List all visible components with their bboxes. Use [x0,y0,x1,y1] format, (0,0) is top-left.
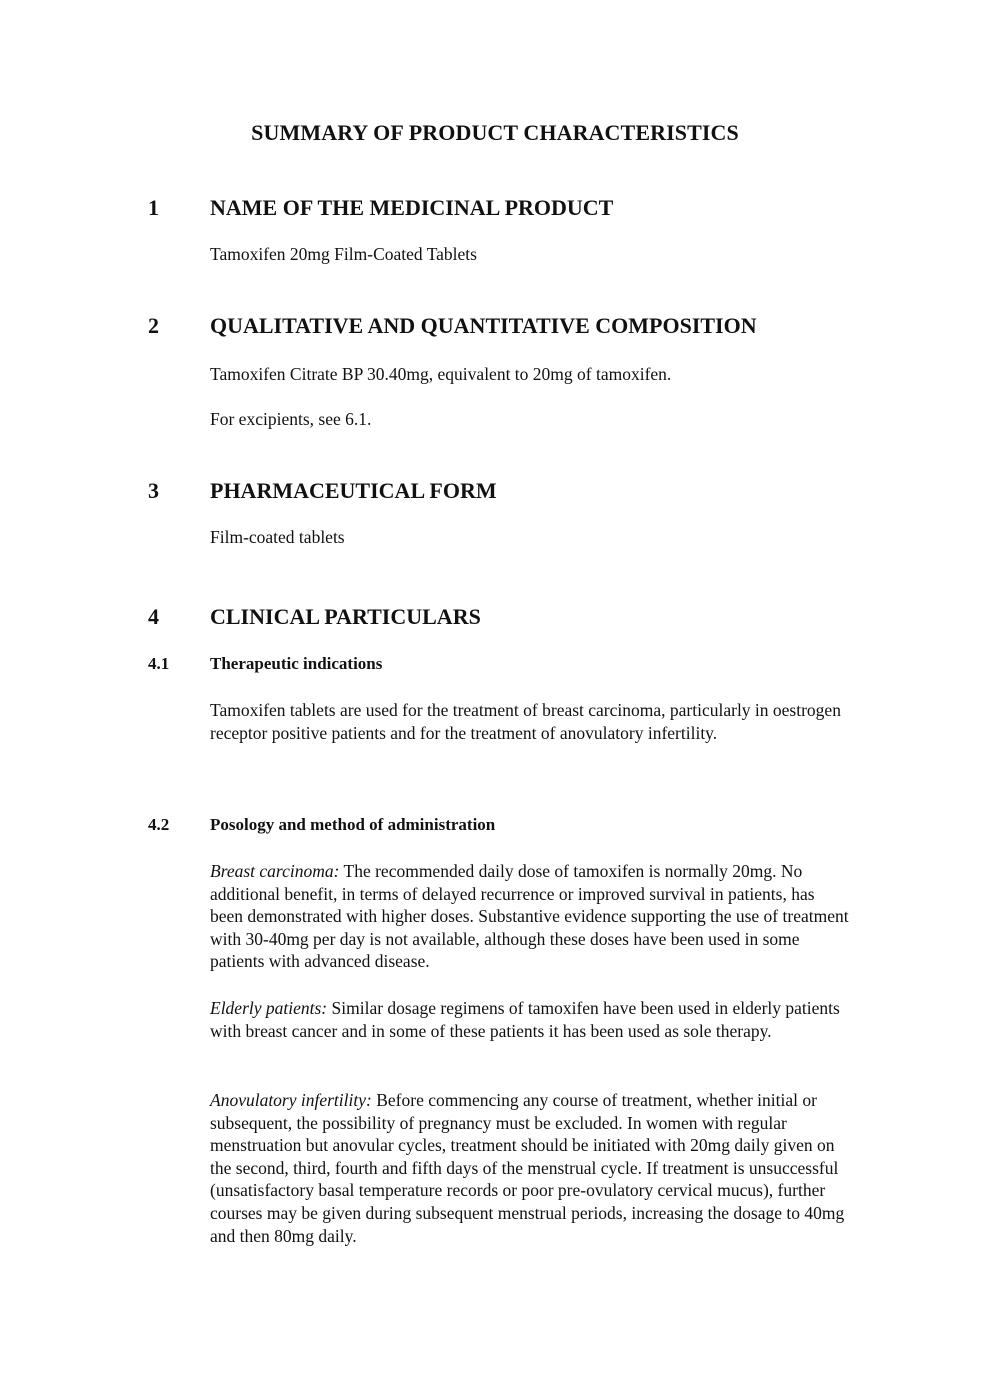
section-3-title: PHARMACEUTICAL FORM [210,478,497,503]
section-1-title: NAME OF THE MEDICINAL PRODUCT [210,195,614,220]
section-2-title: QUALITATIVE AND QUANTITATIVE COMPOSITION [210,313,757,338]
section-1-number: 1 [148,195,159,220]
subsection-4-1-title: Therapeutic indications [210,654,383,673]
posology-paragraph-breast-carcinoma [210,860,850,973]
subsection-4-1-text: Tamoxifen tablets are used for the treatment of breast carcinoma, particularly in oestrogen receptor positive patients and for the treatment of anovulatory infertility. [210,700,841,743]
anovulatory-infertility-text: Before commencing any course of treatment, whether initial or subsequent, the possibility of pregnancy must be excluded. In women with regular menstruation but anovular cycles, treatment should be initiated with 20mg daily given on the second, third, fourth and fifth days of the menstrual cycle. If treatment is unsuccessful (unsatisfactory basal temperature records or poor pre-ovulatory cervical mucus), further courses may be given during subsequent menstrual periods, increasing the dosage to 40mg and then 80mg daily. [210,1090,845,1246]
elderly-patients-label: Elderly patients: [210,998,328,1018]
section-3-number: 3 [148,478,159,503]
elderly-patients-text: Similar dosage regimens of tamoxifen have been used in elderly patients with breast cancer and in some of these patients it has been used as sole therapy. [210,998,840,1041]
posology-paragraph-elderly [210,997,850,1042]
posology-paragraph-anovulatory [210,1089,850,1247]
breast-carcinoma-text: The recommended daily dose of tamoxifen is normally 20mg. No additional benefit, in terms of delayed recurrence or improved survival in patients, has been demonstrated with higher doses. Substantive evidence supporting the use of treatment with 30-40mg per day is not available, although these doses have been used in some patients with advanced disease. [210,861,849,972]
subsection-4-1-number: 4.1 [148,654,170,673]
subsection-4-2-title: Posology and method of administration [210,815,496,834]
subsection-4-2-number: 4.2 [148,815,170,834]
section-4-title: CLINICAL PARTICULARS [210,604,481,629]
section-4-number: 4 [148,604,159,629]
section-2-number: 2 [148,313,159,338]
section-1-text: Tamoxifen 20mg Film-Coated Tablets [210,244,477,264]
document-title: SUMMARY OF PRODUCT CHARACTERISTICS [251,120,739,145]
section-2-text-1: Tamoxifen Citrate BP 30.40mg, equivalent to 20mg of tamoxifen. [210,364,672,384]
anovulatory-infertility-label: Anovulatory infertility: [210,1090,372,1110]
section-2-text-2: For excipients, see 6.1. [210,409,372,429]
section-3-text: Film-coated tablets [210,527,345,547]
breast-carcinoma-label: Breast carcinoma: [210,861,340,881]
